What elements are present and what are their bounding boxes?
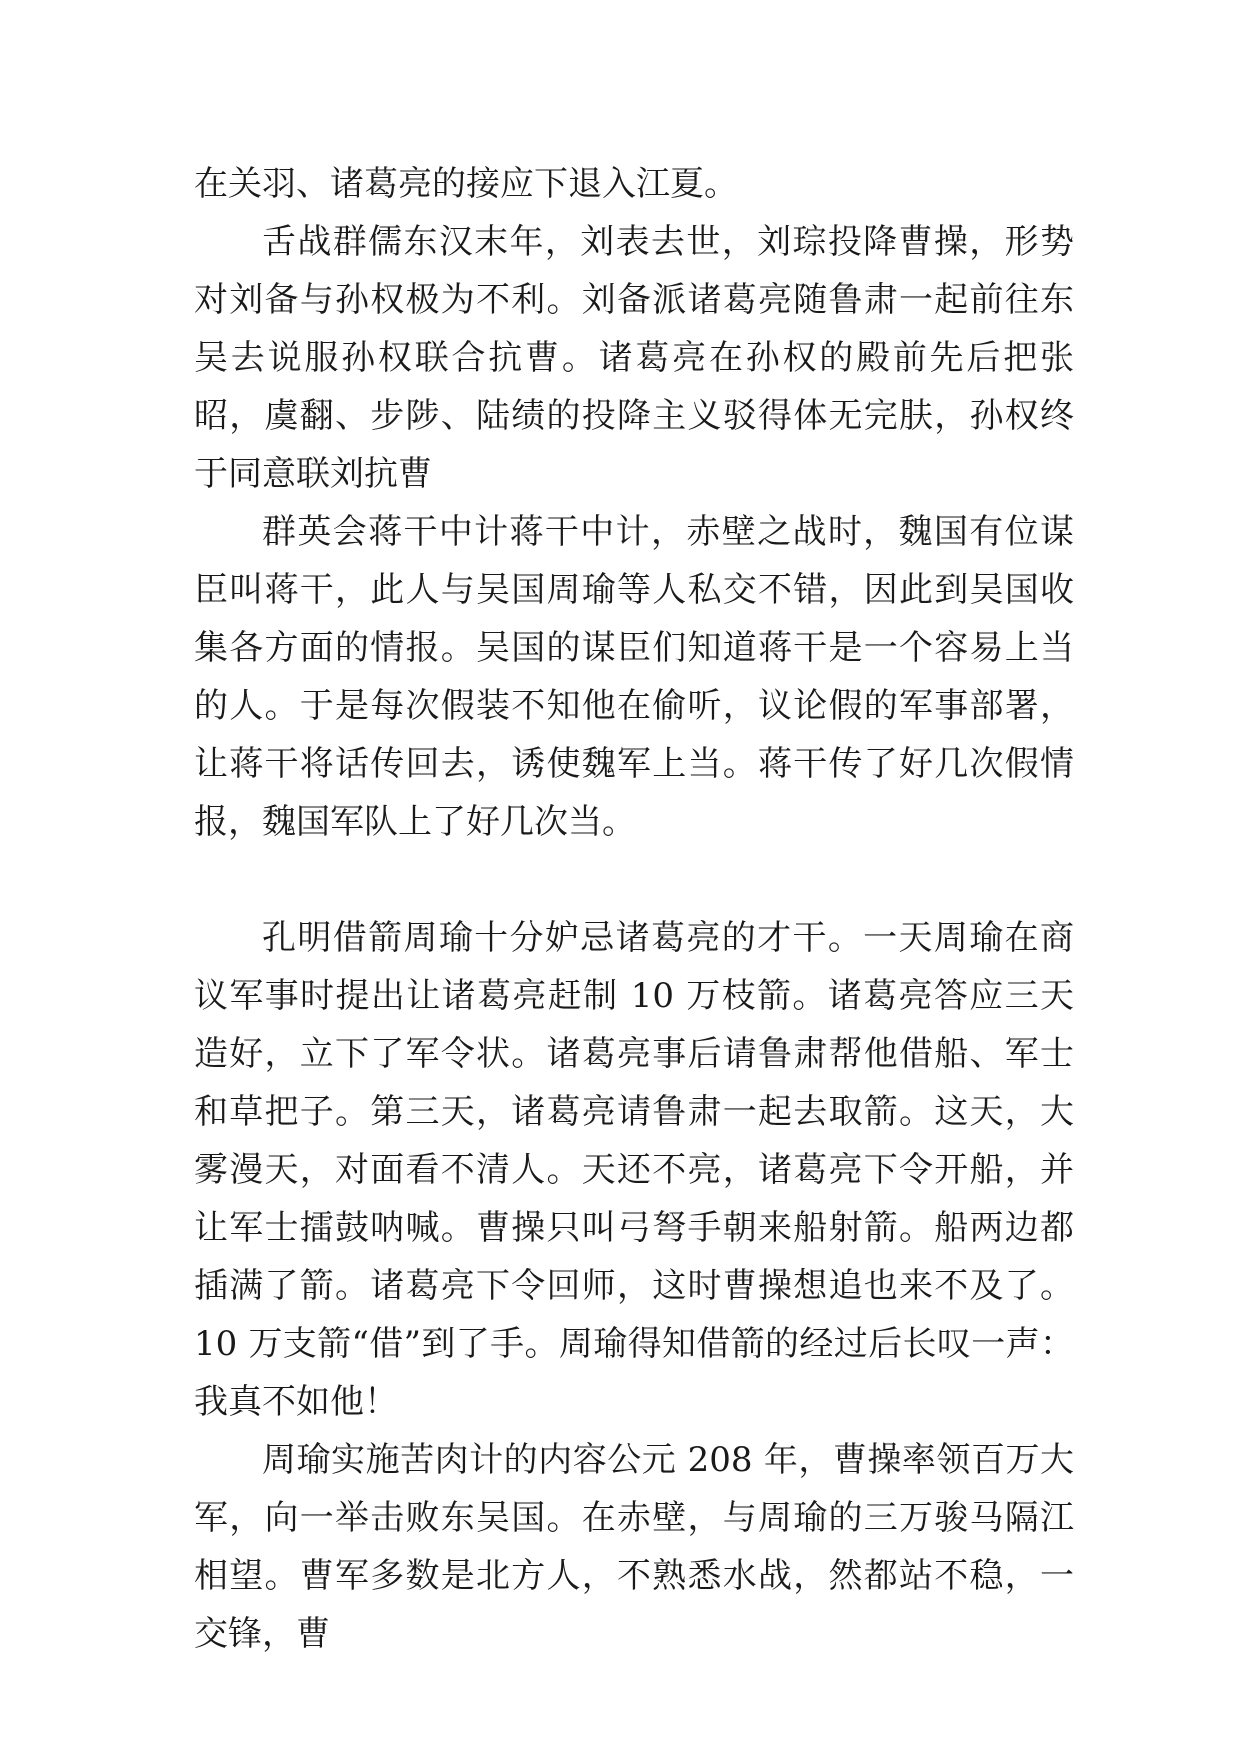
- paragraph-continuation: 在关羽、诸葛亮的接应下退入江夏。: [194, 164, 738, 204]
- paragraph-jiang-gan: 群英会蒋干中计蒋干中计，赤壁之战时，魏国有位谋臣叫蒋干，此人与吴国周瑜等人私交不错，因此到吴国收集各方面的情报。吴国的谋臣们知道蒋干是一个容易上当的人。于是每次假装不知他在偷听，议论假的军事部署，让蒋干将话传回去，诱使魏军上当。蒋干传了好几次假情报，魏国军队上了好几次当。: [194, 512, 1074, 842]
- document-body: [194, 155, 1074, 1663]
- paragraph-borrowing-arrows: 孔明借箭周瑜十分妒忌诸葛亮的才干。一天周瑜在商议军事时提出让诸葛亮赶制 10 万枝箭。诸葛亮答应三天造好，立下了军令状。诸葛亮事后请鲁肃帮他借船、军士和草把子。第三天，诸葛亮请鲁肃一起去取箭。这天，大雾漫天，对面看不清人。天还不亮，诸葛亮下令开船，并让军士擂鼓呐喊。曹操只叫弓弩手朝来船射箭。船两边都插满了箭。诸葛亮下令回师，这时曹操想追也来不及了。10 万支箭“借”到了手。周瑜得知借箭的经过后长叹一声：我真不如他！: [194, 918, 1074, 1422]
- paragraph-debate: 舌战群儒东汉末年，刘表去世，刘琮投降曹操，形势对刘备与孙权极为不利。刘备派诸葛亮随鲁肃一起前往东吴去说服孙权联合抗曹。诸葛亮在孙权的殿前先后把张昭，虞翻、步陟、陆绩的投降主义驳得体无完肤，孙权终于同意联刘抗曹: [194, 222, 1074, 494]
- paragraph-gap: [194, 851, 1074, 909]
- paragraph-self-injury-ruse: 周瑜实施苦肉计的内容公元 208 年，曹操率领百万大军，向一举击败东吴国。在赤壁，与周瑜的三万骏马隔江相望。曹军多数是北方人，不熟悉水战，然都站不稳，一交锋，曹: [194, 1440, 1074, 1654]
